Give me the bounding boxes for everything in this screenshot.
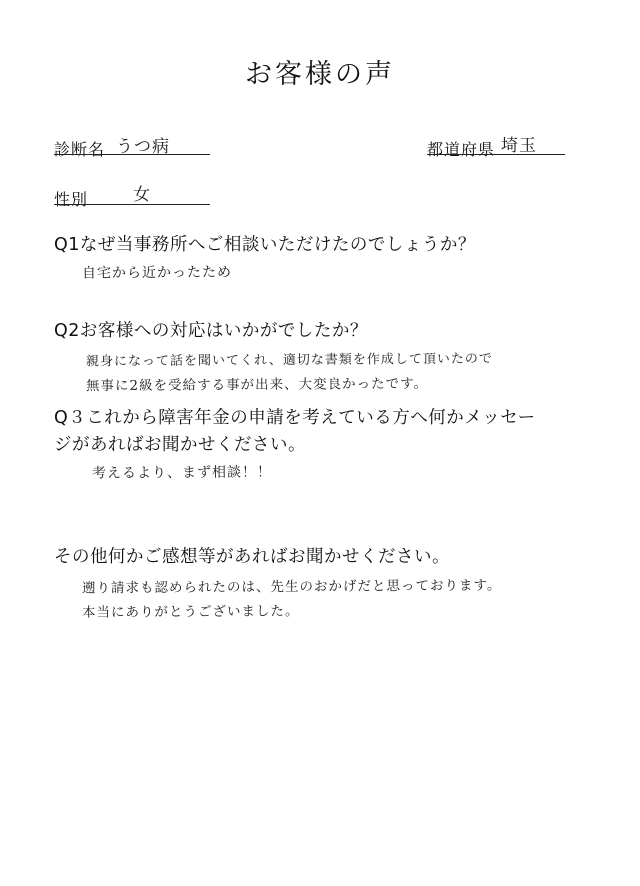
gender-underline — [54, 204, 210, 205]
question-1: Q1なぜ当事務所へご相談いただけたのでしょうか？ — [54, 235, 476, 255]
diagnosis-label: 診断名 — [54, 140, 106, 159]
answer-2-line-2: 無事に2級を受給する事が出来、大変良かったです。 — [85, 375, 429, 395]
gender-label: 性別 — [54, 190, 89, 209]
answer-3: 考えるより、まず相談！！ — [91, 464, 273, 482]
answer-1: 自宅から近かったため — [81, 264, 233, 282]
prefecture-label: 都道府県 — [427, 140, 496, 159]
other-question: その他何かご感想等があればお聞かせください。 — [54, 547, 450, 567]
diagnosis-value: うつ病 — [116, 137, 170, 157]
prefecture-underline — [427, 154, 565, 155]
diagnosis-underline — [54, 154, 210, 155]
question-3-line-2: ジがあればお聞かせください。 — [54, 435, 306, 455]
gender-value: 女 — [133, 185, 151, 205]
answer-2-line-1: 親身になって話を聞いてくれ、適切な書類を作成して頂いたので — [85, 351, 493, 370]
prefecture-value: 埼玉 — [501, 136, 537, 156]
question-3-line-1: Q３これから障害年金の申請を考えている方へ何かメッセー — [54, 408, 536, 428]
other-answer-line-2: 本当にありがとうございました。 — [81, 603, 300, 621]
other-answer-line-1: 遡り請求も認められたのは、先生のおかげだと思っております。 — [81, 577, 502, 597]
question-2: Q2お客様への対応はいかがでしたか？ — [54, 321, 368, 341]
page-title: お客様の声 — [245, 59, 395, 90]
